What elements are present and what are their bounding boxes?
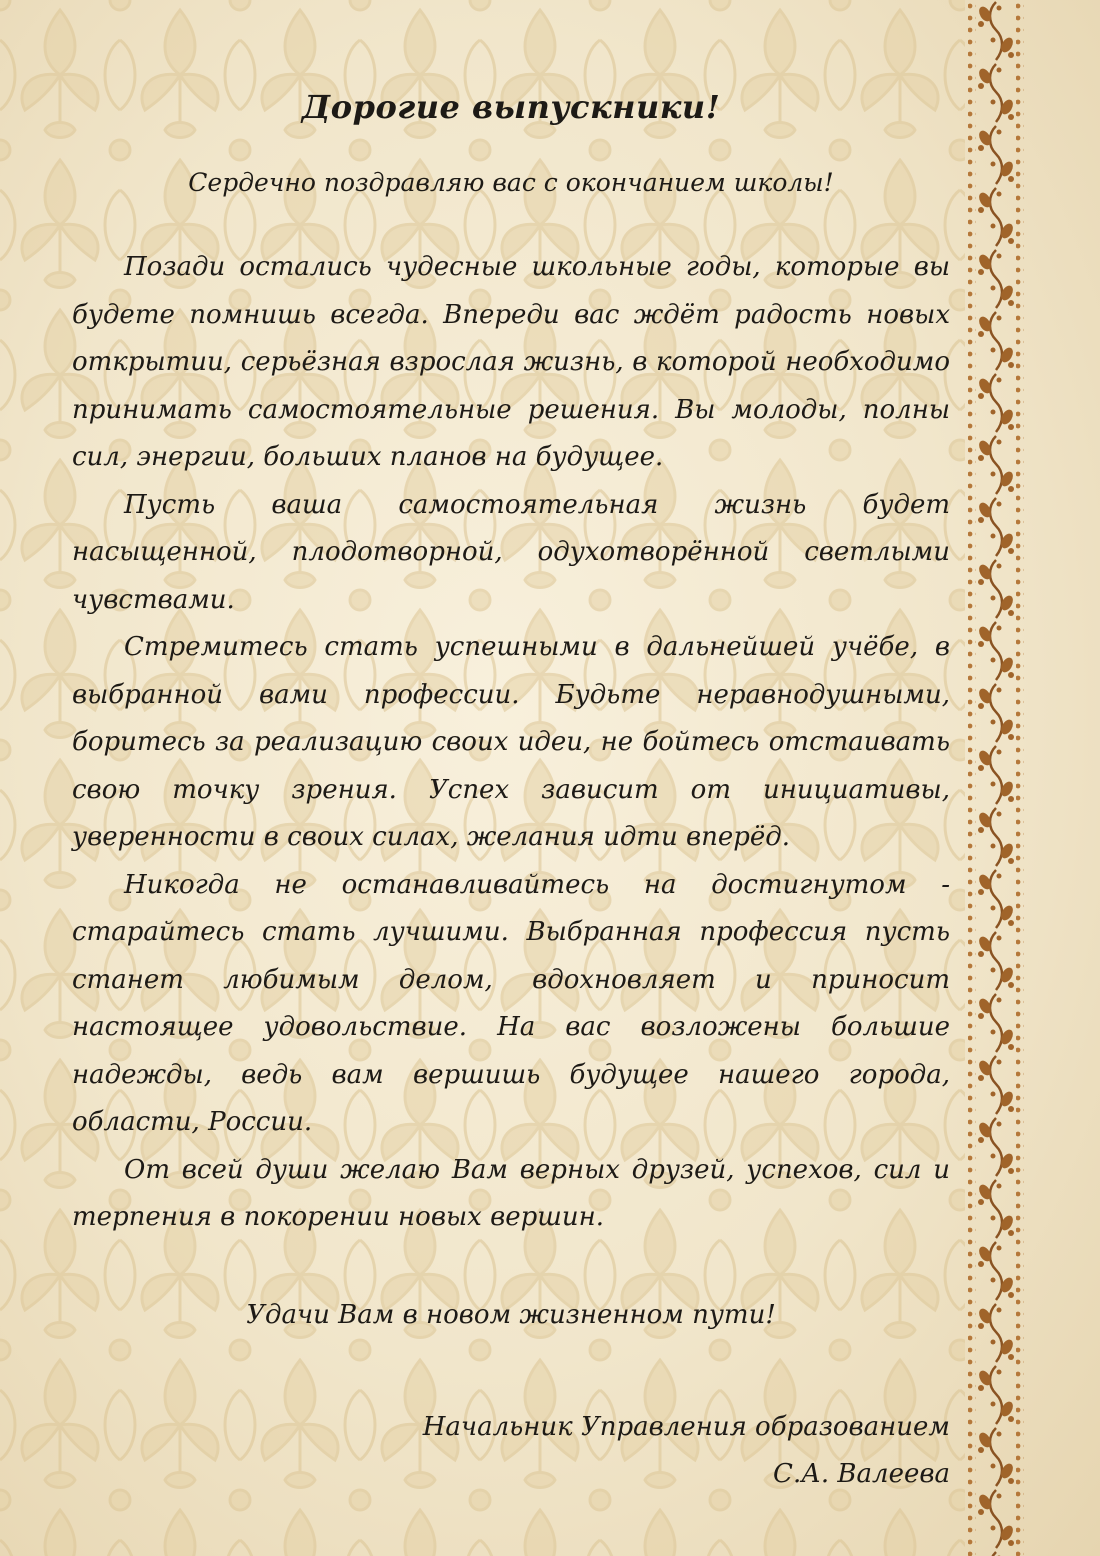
letter-content [72, 0, 950, 1556]
letter-title: Дорогие выпускники! [301, 88, 721, 126]
letter-paragraph: Никогда не останавливайтесь на достигнутом - старайтесь стать лучшими. Выбранная профессия пусть станет любимым делом, вдохновляет и приносит настоящее удовольствие. На вас возложены большие надежды, ведь вам вершишь будущее нашего города, области, России. [72, 869, 950, 1137]
letter-paragraph: Пусть ваша самостоятельная жизнь будет насыщенной, плодотворной, одухотворённой светлыми чувствами. [72, 489, 950, 615]
signature-position: Начальник Управления образованием [422, 1412, 950, 1442]
letter-body [72, 244, 950, 1242]
letter-greeting: Сердечно поздравляю вас с окончанием школы! [188, 168, 834, 197]
letter-paragraph: Позади остались чудесные школьные годы, которые вы будете помнишь всегда. Впереди вас ждёт радость новых открытии, серьёзная взрослая жизнь, в которой необходимо принимать самостоятельные решения. Вы молоды, полны сил, энергии, больших планов на будущее. [72, 252, 950, 472]
signature-name: С.А. Валеева [773, 1459, 950, 1489]
letter-paragraph: От всей души желаю Вам верных друзей, успехов, сил и терпения в покорении новых вершин. [72, 1154, 950, 1232]
signature-block [72, 1404, 950, 1498]
letter-paragraph: Стремитесь стать успешными в дальнейшей учёбе, в выбранной вами профессии. Будьте неравнодушными, боритесь за реализацию своих идеи, не бойтесь отстаивать свою точку зрения. Успех зависит от инициативы, уверенности в своих силах, желания идти вперёд. [72, 632, 950, 852]
closing-wish: Удачи Вам в новом жизненном пути! [246, 1300, 776, 1330]
vine-ornament-border-icon [966, 0, 1026, 1556]
